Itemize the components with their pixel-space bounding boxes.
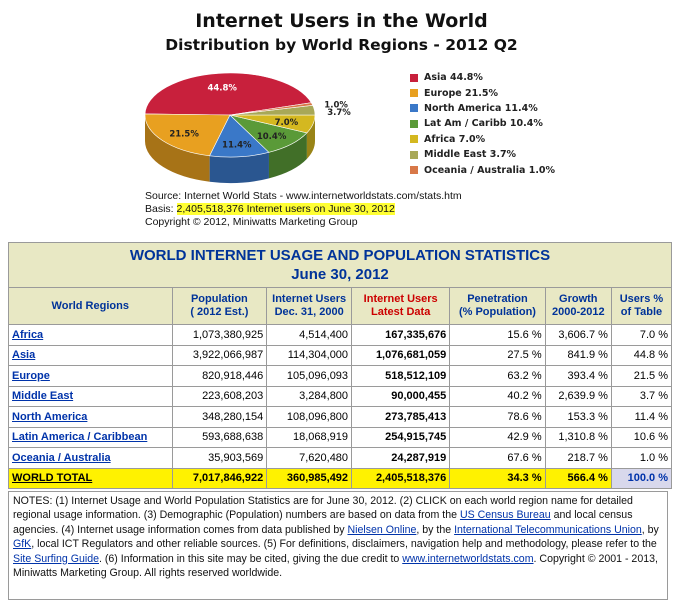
legend-swatch (410, 120, 418, 128)
region-link[interactable]: Latin America / Caribbean (9, 427, 173, 448)
table-cell: 63.2 % (450, 366, 545, 387)
legend-item (410, 147, 555, 162)
table-cell: 11.4 % (611, 407, 671, 428)
notes-text: , local ICT Regulators and other reliable sources. (5) For definitions, disclaimers, navigation help and methodology, please refer to the (31, 538, 657, 551)
region-link[interactable]: Africa (9, 325, 173, 346)
table-body (9, 325, 672, 469)
pie-slice-label: 7.0% (274, 118, 299, 129)
table-cell: 44.8 % (611, 345, 671, 366)
table-cell: 1,310.8 % (545, 427, 611, 448)
table-cell: 1,076,681,059 (352, 345, 450, 366)
table-cell: 273,785,413 (352, 407, 450, 428)
legend-label: Oceania / Australia 1.0% (424, 164, 556, 176)
caption-line-2: June 30, 2012 (291, 266, 389, 283)
total-cell: 7,017,846,922 (172, 468, 267, 489)
total-cell: 2,405,518,376 (352, 468, 450, 489)
stats-table (8, 242, 672, 489)
table-total-row (9, 468, 672, 489)
column-header-line: 2000-2012 (551, 306, 605, 318)
column-header (352, 288, 450, 325)
source-block (145, 190, 462, 229)
link-internetworldstats[interactable]: www.internetworldstats.com (402, 552, 534, 565)
table-cell: 40.2 % (450, 386, 545, 407)
total-cell: 100.0 % (611, 468, 671, 489)
notes-text: and local census agencies. (4) Internet usage information comes from data published by (13, 509, 633, 536)
notes-text: , by the (416, 523, 455, 536)
table-cell: 42.9 % (450, 427, 545, 448)
table-caption (9, 243, 672, 288)
column-header (172, 288, 267, 325)
legend-item (410, 70, 555, 85)
legend-label: Middle East 3.7% (424, 149, 517, 161)
legend-swatch (410, 74, 418, 82)
table-cell: 841.9 % (545, 345, 611, 366)
table-row (9, 366, 672, 387)
table-cell: 78.6 % (450, 407, 545, 428)
column-header-line: Penetration (467, 293, 528, 305)
legend-label: Africa 7.0% (424, 133, 486, 145)
legend-item (410, 101, 555, 116)
region-link[interactable]: Middle East (9, 386, 173, 407)
pie-chart (140, 60, 380, 185)
column-header (545, 288, 611, 325)
pie-slice-label: 21.5% (169, 129, 199, 140)
notes-block (8, 491, 668, 600)
table-cell: 593,688,638 (172, 427, 267, 448)
table-header-row (9, 288, 672, 325)
basis-highlight: 2,405,518,376 Internet users on June 30, 2012 (176, 203, 395, 215)
column-header (267, 288, 352, 325)
table-row (9, 427, 672, 448)
legend-swatch (410, 135, 418, 143)
table-cell: 67.6 % (450, 448, 545, 469)
region-link[interactable]: Asia (9, 345, 173, 366)
table-cell: 153.3 % (545, 407, 611, 428)
table-cell: 3,922,066,987 (172, 345, 267, 366)
legend-item (410, 162, 555, 177)
table-cell: 7,620,480 (267, 448, 352, 469)
table-cell: 3.7 % (611, 386, 671, 407)
table-row (9, 386, 672, 407)
column-header-line: Growth (559, 293, 598, 305)
pie-slice-label: 11.4% (222, 140, 252, 151)
table-row (9, 345, 672, 366)
table-cell: 108,096,800 (267, 407, 352, 428)
table-row (9, 448, 672, 469)
basis-line (145, 203, 462, 216)
legend-swatch (410, 166, 418, 174)
source-line: Source: Internet World Stats - www.internetworldstats.com/stats.htm (145, 190, 462, 202)
total-cell: 566.4 % (545, 468, 611, 489)
table-cell: 1,073,380,925 (172, 325, 267, 346)
link-nielsen-online[interactable]: Nielsen Online (347, 523, 417, 536)
table-row (9, 407, 672, 428)
table-cell: 24,287,919 (352, 448, 450, 469)
column-header-line: Internet Users (363, 293, 438, 305)
column-header-line: Latest Data (371, 306, 431, 318)
table-cell: 90,000,455 (352, 386, 450, 407)
link-site-surfing-guide[interactable]: Site Surfing Guide (13, 552, 99, 565)
pie-slice-label: 3.7% (327, 108, 351, 118)
legend-swatch (410, 151, 418, 159)
column-header-line: (% Population) (458, 306, 536, 318)
caption-line-1: WORLD INTERNET USAGE AND POPULATION STATISTICS (129, 247, 551, 264)
table-cell: 27.5 % (450, 345, 545, 366)
region-link[interactable]: Europe (9, 366, 173, 387)
legend-swatch (410, 104, 418, 112)
column-header-line: ( 2012 Est.) (190, 306, 249, 318)
column-header-line: Users % (619, 293, 664, 305)
column-header (450, 288, 545, 325)
legend-item (410, 132, 555, 147)
total-cell: 34.3 % (450, 468, 545, 489)
legend-label: Lat Am / Caribb 10.4% (424, 118, 543, 130)
table-cell: 21.5 % (611, 366, 671, 387)
pie-slice-label: 44.8% (207, 83, 237, 94)
legend-label: Europe 21.5% (424, 87, 498, 99)
legend-label: North America 11.4% (424, 102, 538, 114)
legend-swatch (410, 89, 418, 97)
table-cell: 4,514,400 (267, 325, 352, 346)
table-cell: 2,639.9 % (545, 386, 611, 407)
table-cell: 254,915,745 (352, 427, 450, 448)
table-cell: 18,068,919 (267, 427, 352, 448)
table-cell: 348,280,154 (172, 407, 267, 428)
column-header-line: Internet Users (272, 293, 347, 305)
chart-title: Internet Users in the World (195, 10, 488, 32)
table-row (9, 325, 672, 346)
link-us-census-bureau[interactable]: US Census Bureau (459, 509, 551, 522)
notes-text: NOTES: (1) Internet Usage and World Population Statistics are for June 30, 2012. (2) CLICK on each world region name for detailed regional usage information. (3) Demographic (Population) numbers are based on data from the (13, 495, 633, 522)
copyright-line: Copyright © 2012, Miniwatts Marketing Group (145, 216, 358, 228)
pie-slice-label: 1.0% (324, 100, 348, 111)
table-cell: 3,606.7 % (545, 325, 611, 346)
region-link[interactable]: North America (9, 407, 173, 428)
legend-label: Asia 44.8% (424, 72, 483, 84)
table-cell: 218.7 % (545, 448, 611, 469)
table-cell: 10.6 % (611, 427, 671, 448)
table-cell: 820,918,446 (172, 366, 267, 387)
table-cell: 3,284,800 (267, 386, 352, 407)
basis-prefix: Basis: (145, 203, 177, 215)
table-cell: 167,335,676 (352, 325, 450, 346)
table-cell: 35,903,569 (172, 448, 267, 469)
column-header-line: Dec. 31, 2000 (274, 306, 344, 318)
column-header-line: World Regions (51, 299, 129, 312)
table-cell: 7.0 % (611, 325, 671, 346)
legend-item (410, 85, 555, 100)
table-cell: 114,304,000 (267, 345, 352, 366)
chart-legend (410, 70, 555, 178)
table-cell: 105,096,093 (267, 366, 352, 387)
table-cell: 15.6 % (450, 325, 545, 346)
table-cell: 393.4 % (545, 366, 611, 387)
table-caption-row (9, 243, 672, 288)
region-link[interactable]: Oceania / Australia (9, 448, 173, 469)
link-itu[interactable]: International Telecommunications Union (454, 523, 642, 536)
column-header (9, 288, 173, 325)
table-cell: 223,608,203 (172, 386, 267, 407)
column-header-line: of Table (620, 306, 663, 318)
world-total-link[interactable]: WORLD TOTAL (9, 468, 173, 489)
notes-text: . Copyright © 2001 - 2013, Miniwatts Marketing Group. All rights reserved worldwide. (13, 552, 658, 580)
column-header-line: Population (190, 293, 248, 305)
total-cell: 360,985,492 (267, 468, 352, 489)
link-gfk[interactable]: GfK (13, 538, 32, 551)
notes-text: , by (641, 523, 659, 536)
legend-item (410, 116, 555, 131)
notes-text: . (6) Information in this site may be cited, giving the due credit to (98, 552, 403, 565)
table-cell: 1.0 % (611, 448, 671, 469)
column-header (611, 288, 671, 325)
table-cell: 518,512,109 (352, 366, 450, 387)
pie-slice-label: 10.4% (256, 131, 287, 142)
chart-subtitle: Distribution by World Regions - 2012 Q2 (165, 36, 518, 54)
